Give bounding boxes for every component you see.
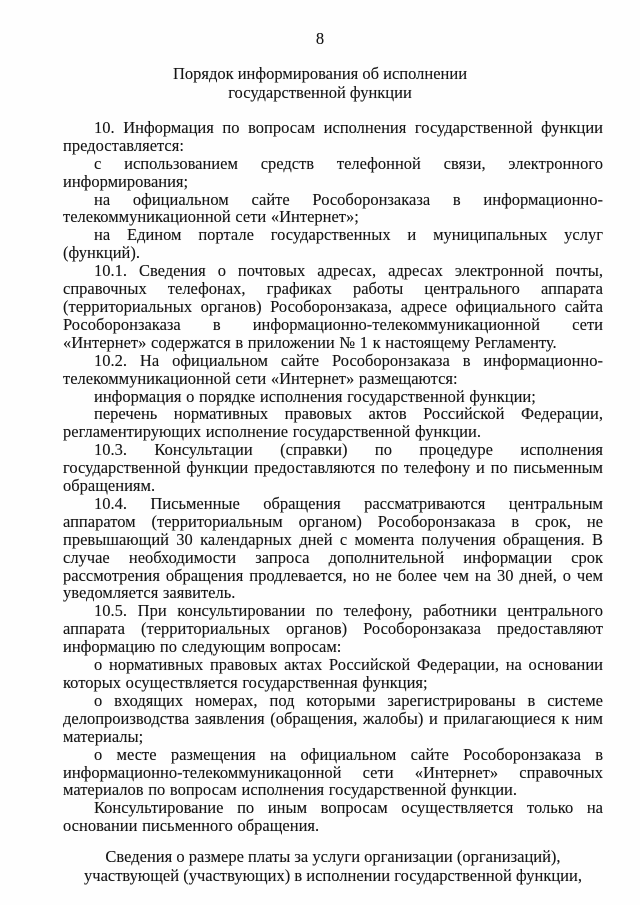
document-body — [63, 119, 603, 835]
next-section-heading-line: участвующей (участвующих) в исполнении государственной функции, — [84, 866, 582, 886]
paragraph: о нормативных правовых актах Российской Федерации, на основании которых осуществляется государственная функция; — [63, 655, 603, 692]
section-heading-line: Порядок информирования об исполнении — [172, 63, 468, 83]
paragraph: 10.2. На официальном сайте Рособоронзаказа в информационно-телекоммуникационной сети «Интернет» размещаются: — [63, 350, 603, 388]
paragraph: 10. Информация по вопросам исполнения государственной функции предоставляется: — [63, 117, 603, 155]
paragraph: перечень нормативных правовых актов Российской Федерации, регламентирующих исполнение государственной функции. — [63, 404, 603, 442]
section-heading-line: государственной функции — [228, 82, 412, 102]
next-section-heading — [63, 847, 603, 885]
paragraph: 10.1. Сведения о почтовых адресах, адресах электронной почты, справочных телефонах, графиках работы центрального аппарата (территориальных органов) Рособоронзаказа, адресе официального сайта Рособоронзаказа в информационно-телекоммуникационной сети «Интернет» содержатся в приложении № 1 к настоящему Регламенту. — [63, 261, 603, 352]
paragraph: 10.5. При консультировании по телефону, работники центрального аппарата (территориальных органов) Рособоронзаказа предоставляют информацию по следующим вопросам: — [63, 601, 603, 657]
paragraph: о месте размещения на официальном сайте Рособоронзаказа в информационно-телекоммуникацонной сети «Интернет» справочных материалов по вопросам исполнения государственной функции. — [63, 744, 603, 800]
paragraph: на Едином портале государственных и муниципальных услуг (функций). — [63, 225, 603, 263]
paragraph: на официальном сайте Рособоронзаказа в информационно-телекоммуникационной сети «Интернет»; — [63, 189, 603, 227]
section-heading — [50, 64, 590, 102]
paragraph: информация о порядке исполнения государственной функции; — [94, 386, 536, 406]
paragraph: Консультирование по иным вопросам осуществляется только на основании письменного обращения. — [63, 798, 603, 836]
paragraph: с использованием средств телефонной связи, электронного информирования; — [63, 153, 603, 191]
paragraph: о входящих номерах, под которыми зарегистрированы в системе делопроизводства заявления (обращения, жалобы) и прилагающиеся к ним материалы; — [63, 690, 603, 746]
paragraph: 10.3. Консультации (справки) по процедуре исполнения государственной функции предоставляются по телефону и по письменным обращениям. — [63, 440, 603, 496]
paragraph: 10.4. Письменные обращения рассматриваются центральным аппаратом (территориальным органом) Рособоронзаказа в срок, не превышающий 30 календарных дней с момента получения обращения. В случае необходимости запроса дополнительной информации срок рассмотрения обращения продлевается, но не более чем на 30 дней, о чем уведомляется заявитель. — [63, 493, 603, 603]
next-section-heading-line: Сведения о размере платы за услуги организации (организаций), — [105, 847, 561, 867]
page-number: 8 — [315, 29, 325, 48]
